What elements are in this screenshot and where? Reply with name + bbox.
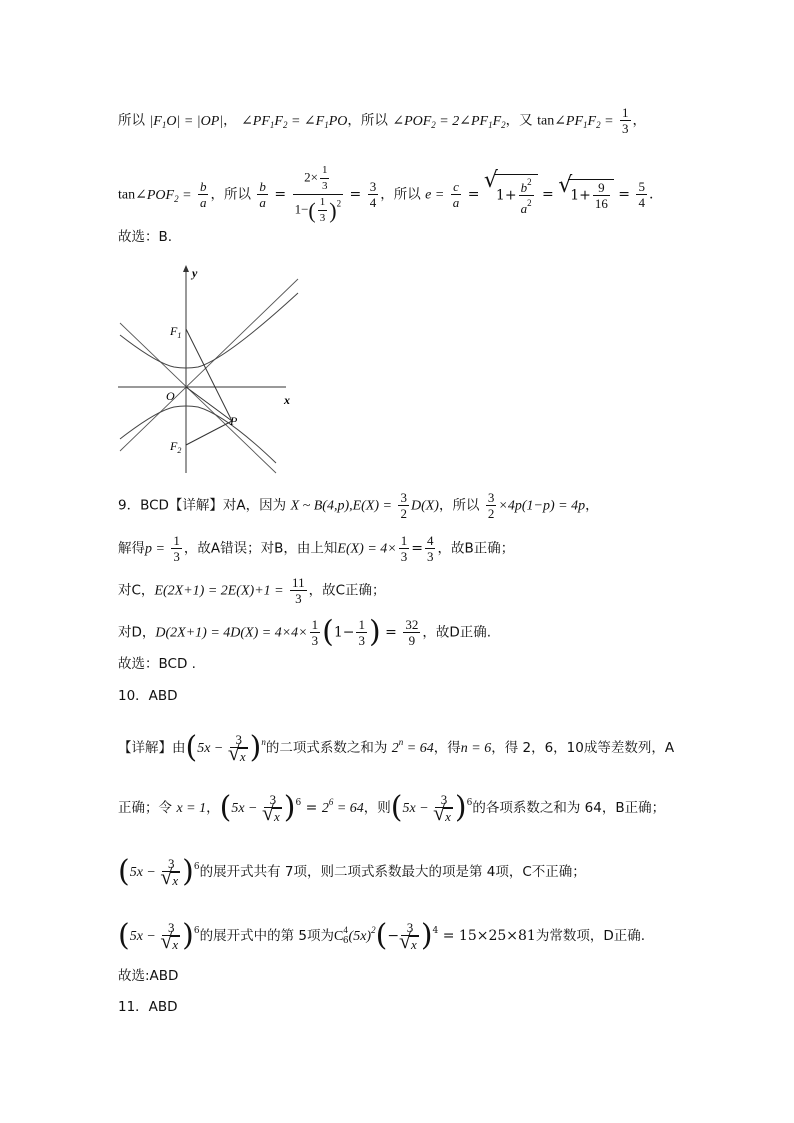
answer-b: 故选：B. bbox=[118, 229, 173, 245]
q10-line-4: (5x − 3 √ x )$^6$的展开式中的第 5项为$C^4_6(5x)^2(-$ 3 √ x )$^4$ = 15×25×81为常数项，D正确. bbox=[118, 920, 645, 952]
answer-abd: 故选:ABD bbox=[118, 968, 179, 984]
answer-bcd: 故选：BCD . bbox=[118, 656, 196, 672]
svg-text:F2: $F_2$ bbox=[170, 439, 182, 455]
hyperbola-figure bbox=[116, 263, 306, 478]
segment-f2-p bbox=[186, 421, 232, 445]
segment-o-p bbox=[186, 387, 232, 421]
q10-line-3: (5x − 3 √ x )$^6$的展开式共有 7项，则二项式系数最大的项是第 4项，C不正确； bbox=[118, 856, 586, 888]
f1-label: F bbox=[170, 324, 178, 338]
asymptote-1 bbox=[120, 323, 276, 473]
asymptote-2 bbox=[120, 279, 298, 451]
q10-line-1: 【详解】由(5x − 3 √ x )$^n$的二项式系数之和为 $2^n = 64$，得n = 6，得 2，6，10成等差数列，A bbox=[118, 732, 674, 764]
x-label: x bbox=[284, 393, 290, 407]
q11-title: 11．ABD bbox=[118, 999, 178, 1015]
q9-line-4: 对D，D(2X+1) = 4D(X) = 4×4× $\frac{1}{3}$ (1− $\frac{1}{3}$ ) = $\frac{32}{9}$ ，故D正确. bbox=[118, 614, 492, 650]
origin-label: O bbox=[166, 389, 175, 403]
q9-line-1: 9．BCD【详解】对A，因为 X ~ B(4,p),E(X) = $\frac{3}{2}$ D(X)，所以 $\frac{3}{2}$ ×4p(1−p) = 4p， bbox=[118, 490, 599, 521]
svg-text:F1: $F_1$ bbox=[170, 324, 182, 340]
q10-title: 10．ABD bbox=[118, 688, 178, 704]
math-line-1: 所以 $|F_1O| = |OP|$， $\angle PF_1F_2$ = $\angle F_1PO$，所以 $\angle POF_2$ = $2\angle PF_1F_2$，又 $\tan\angle PF_1F_2$ = $\frac{1}{3}$ ， bbox=[118, 105, 647, 136]
f2-label: F bbox=[170, 439, 178, 453]
hyperbola-lower-branch bbox=[120, 406, 276, 463]
segment-f1-p bbox=[186, 329, 232, 421]
q10-line-2: 正确；令 x = 1，(5x − 3 √ x )$^6 = 2^6 = 64$，则(5x − 3 √ x )$^6$的各项系数之和为 64，B正确； bbox=[118, 792, 665, 824]
q9-line-3: 对C，E(2X+1) = 2E(X)+1 = $\frac{11}{3}$ ，故C正确； bbox=[118, 575, 386, 606]
p-label: P bbox=[230, 414, 238, 428]
y-label: y bbox=[192, 266, 198, 280]
math-line-2: $\tan\angle POF_2$ = $\frac{b}{a}$ ，所以 $\frac{b}{a}$ = 2× $\frac{1}{3}$ 1−( $\frac{1}{3}$ )$^2$ = $\frac{3}{4}$ ，所以 e = $\frac{c}{a}$ = √ 1+ $\frac{b^2}{a^2}$ = √ 1+ $\frac{9}{16}$ = $\frac{5}{4}$ . bbox=[118, 163, 653, 226]
q9-line-2: 解得p = $\frac{1}{3}$ ，故A错误；对B，由上知E(X) = 4× $\frac{1}{3}$ = $\frac{4}{3}$ ，故B正确； bbox=[118, 533, 515, 564]
